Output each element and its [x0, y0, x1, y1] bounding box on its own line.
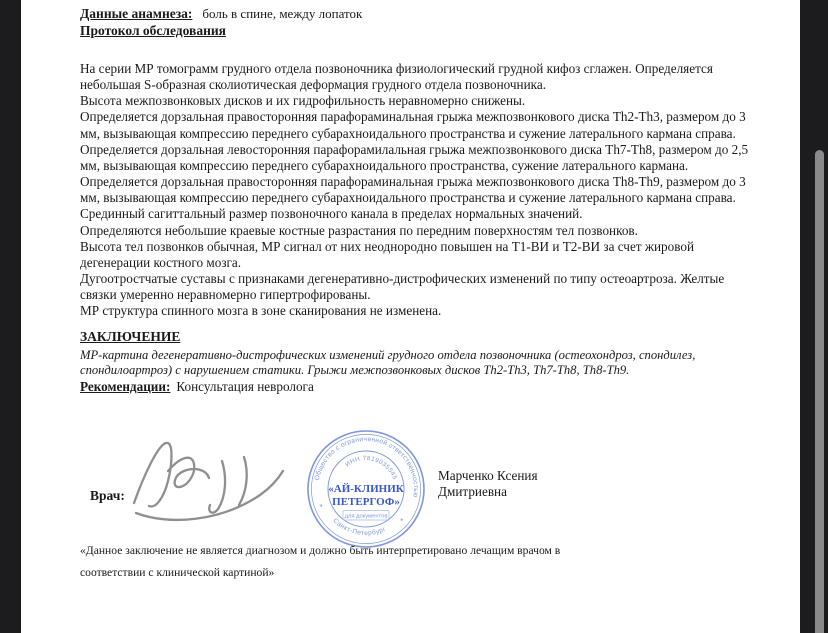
stamp-ring-top-text: Общество с ограниченной ответственностью: [313, 435, 420, 498]
stamp-star-right: *: [399, 516, 404, 526]
findings-section: [80, 61, 764, 320]
stamp-purpose-text: для документов: [344, 513, 388, 520]
recommendations-value: Консультация невролога: [176, 379, 314, 395]
doctor-name: Марченко Ксения Дмитриевна: [438, 468, 538, 499]
stamp-org-line2: ПЕТЕРГОФ»: [332, 496, 400, 508]
doctor-label: Врач:: [90, 488, 125, 503]
conclusion-section: [80, 329, 764, 395]
conclusion-text: МР-картина дегенеративно-дистрофических изменений грудного отдела позвоночника (остеохондроз, спондилез, спондилоартроз) с нарушением статики. Грыжи межпозвонковых дисков Th2-Th3, Th7-Th8, Th8-Th9.: [80, 348, 696, 377]
disclaimer-text: «Данное заключение не является диагнозом и должно быть интерпретировано лечащим врачом в соответствии с клинической картиной»: [80, 544, 561, 579]
document-page: [21, 0, 800, 633]
finding-paragraph: На серии МР томограмм грудного отдела позвоночника физиологический грудной кифоз сглажен. Определяется небольшая S-образная сколиотическая деформация грудного отдела позвоночника.: [80, 61, 713, 93]
recommendations-label: Рекомендации:: [80, 379, 171, 395]
finding-paragraph: Высота тел позвонков обычная, МР сигнал от них неоднородно повышен на Т1-ВИ и Т2-ВИ за счет жировой дегенерации костного мозга.: [80, 238, 694, 270]
finding-paragraph: Определяются небольшие краевые костные разрастания по передним поверхностям тел позвонков.: [80, 222, 638, 238]
finding-paragraph: Определяется дорзальная правосторонняя парафораминальная грыжа межпозвонкового диска Th8-Th9, размером до 3 мм, вызывающая компрессию переднего субарахноидального пространства и сужение латерального кармана справа.: [80, 174, 746, 206]
doctor-signature-image: [126, 431, 308, 533]
finding-paragraph: Определяется дорзальная правосторонняя парафораминальная грыжа межпозвонкового диска Th2-Th3, размером до 3 мм, вызывающая компрессию переднего субарахноидального пространства и сужение латерального кармана справа.: [80, 109, 746, 141]
finding-paragraph: МР структура спинного мозга в зоне сканирования не изменена.: [80, 303, 442, 319]
finding-paragraph: Определяется дорзальная левосторонняя парафорамилальная грыжа межпозвонкового диска Th7-Th8, размером до 2,5 мм, вызывающая компрессию переднего субарахноидального пространства, сужение латерального кармана.: [80, 141, 749, 173]
finding-paragraph: Срединный сагиттальный размер позвоночного канала в пределах нормальных значений.: [80, 206, 583, 222]
conclusion-heading: ЗАКЛЮЧЕНИЕ: [80, 329, 181, 344]
stamp-inn-text: ИНН 7819035545: [344, 454, 399, 481]
clinic-stamp: [302, 425, 430, 553]
stamp-star-left: *: [318, 502, 324, 512]
anamnesis-label: Данные анамнеза:: [80, 6, 193, 21]
stamp-city-text: Санкт-Петербург: [331, 517, 388, 537]
document-header: [80, 6, 362, 39]
scrollbar-track[interactable]: [800, 0, 828, 633]
recommendations-line: [80, 379, 764, 395]
anamnesis-line: [80, 6, 362, 23]
stamp-org-line1: «АЙ-КЛИНИК: [328, 483, 404, 495]
scrollbar-thumb[interactable]: [815, 150, 824, 633]
anamnesis-value: боль в спине, между лопаток: [202, 6, 363, 21]
finding-paragraph: Высота межпозвонковых дисков и их гидрофильность неравномерно снижены.: [80, 93, 526, 109]
finding-paragraph: Дугоотростчатые суставы с признаками дегенеративно-дистрофических изменений по типу остеоартроза. Желтые связки умеренно неравномерно гипертрофированы.: [80, 271, 725, 303]
protocol-heading: Протокол обследования: [80, 22, 226, 38]
